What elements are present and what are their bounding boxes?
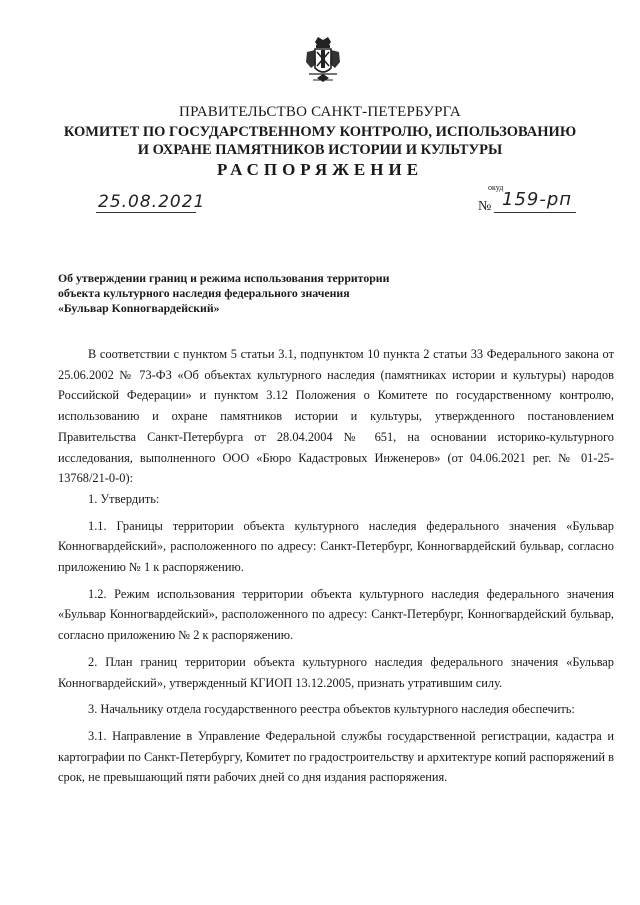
number-underline	[494, 212, 576, 213]
okud-label: окуд	[488, 183, 504, 192]
coat-of-arms-icon	[303, 34, 343, 88]
government-heading: ПРАВИТЕЛЬСТВО САНКТ-ПЕТЕРБУРГА	[179, 104, 461, 120]
document-body	[58, 344, 614, 788]
paragraph-3-1: 3.1. Направление в Управление Федеральной службы государственной регистрации, кадастра и картографии по Санкт-Петербургу, Комитет по градостроительству и архитектуре копий распоряжений в срок, не превышающий пяти рабочих дней со дня издания распоряжения.	[58, 728, 614, 785]
committee-heading	[0, 123, 640, 159]
title-line1: Об утверждении границ и режима использования территории	[58, 271, 390, 285]
committee-heading-line2: И ОХРАНЕ ПАМЯТНИКОВ ИСТОРИИ И КУЛЬТУРЫ	[137, 142, 503, 158]
intro-paragraph: В соответствии с пунктом 5 статьи 3.1, подпунктом 10 пункта 2 статьи 33 Федерального закона от 25.06.2002 № 73-ФЗ «Об объектах культурного наследия (памятниках истории и культуры) народов Российской Федерации» и пунктом 3.12 Положения о Комитете по государственному контролю, использованию и охране памятников истории и культуры, утвержденного постановлением Правительства Санкт-Петербурга от 28.04.2004 № 651, на основании историко-культурного исследования, выполненного ООО «Бюро Кадастровых Инженеров» (от 04.06.2021 рег. № 01-25-13768/21-0-0):	[58, 347, 614, 486]
document-title	[58, 271, 478, 316]
committee-heading-line1: КОМИТЕТ ПО ГОСУДАРСТВЕННОМУ КОНТРОЛЮ, ИСПОЛЬЗОВАНИЮ	[63, 124, 577, 140]
document-number: 159-рп	[502, 189, 573, 210]
document-type-heading: РАСПОРЯЖЕНИЕ	[216, 160, 424, 179]
title-line3: «Бульвар Konногвардейский»	[58, 301, 220, 315]
number-label: №	[478, 199, 492, 214]
paragraph-1-1: 1.1. Границы территории объекта культурного наследия федерального значения «Бульвар Конногвардейский», расположенного по адресу: Санкт-Петербург, Конногвардейский бульвар, согласно приложению № 1 к распоряжению.	[58, 518, 614, 575]
paragraph-3: 3. Начальнику отдела государственного реестра объектов культурного наследия обеспечить:	[88, 702, 575, 717]
title-line2: объекта культурного наследия федерального значения	[58, 286, 350, 300]
paragraph-2: 2. План границ территории объекта культурного наследия федерального значения «Бульвар Конногвардейский», утвержденный КГИОП 13.12.2005, признать утратившим силу.	[58, 654, 614, 690]
paragraph-1: 1. Утвердить:	[88, 491, 160, 506]
date-underline	[96, 212, 196, 213]
paragraph-1-2: 1.2. Режим использования территории объекта культурного наследия федерального значения «Бульвар Конногвардейский», расположенного по адресу: Санкт-Петербург, Конногвардейский бульвар, согласно приложению № 2 к распоряжению.	[58, 586, 614, 643]
document-date: 25.08.2021	[98, 192, 206, 212]
